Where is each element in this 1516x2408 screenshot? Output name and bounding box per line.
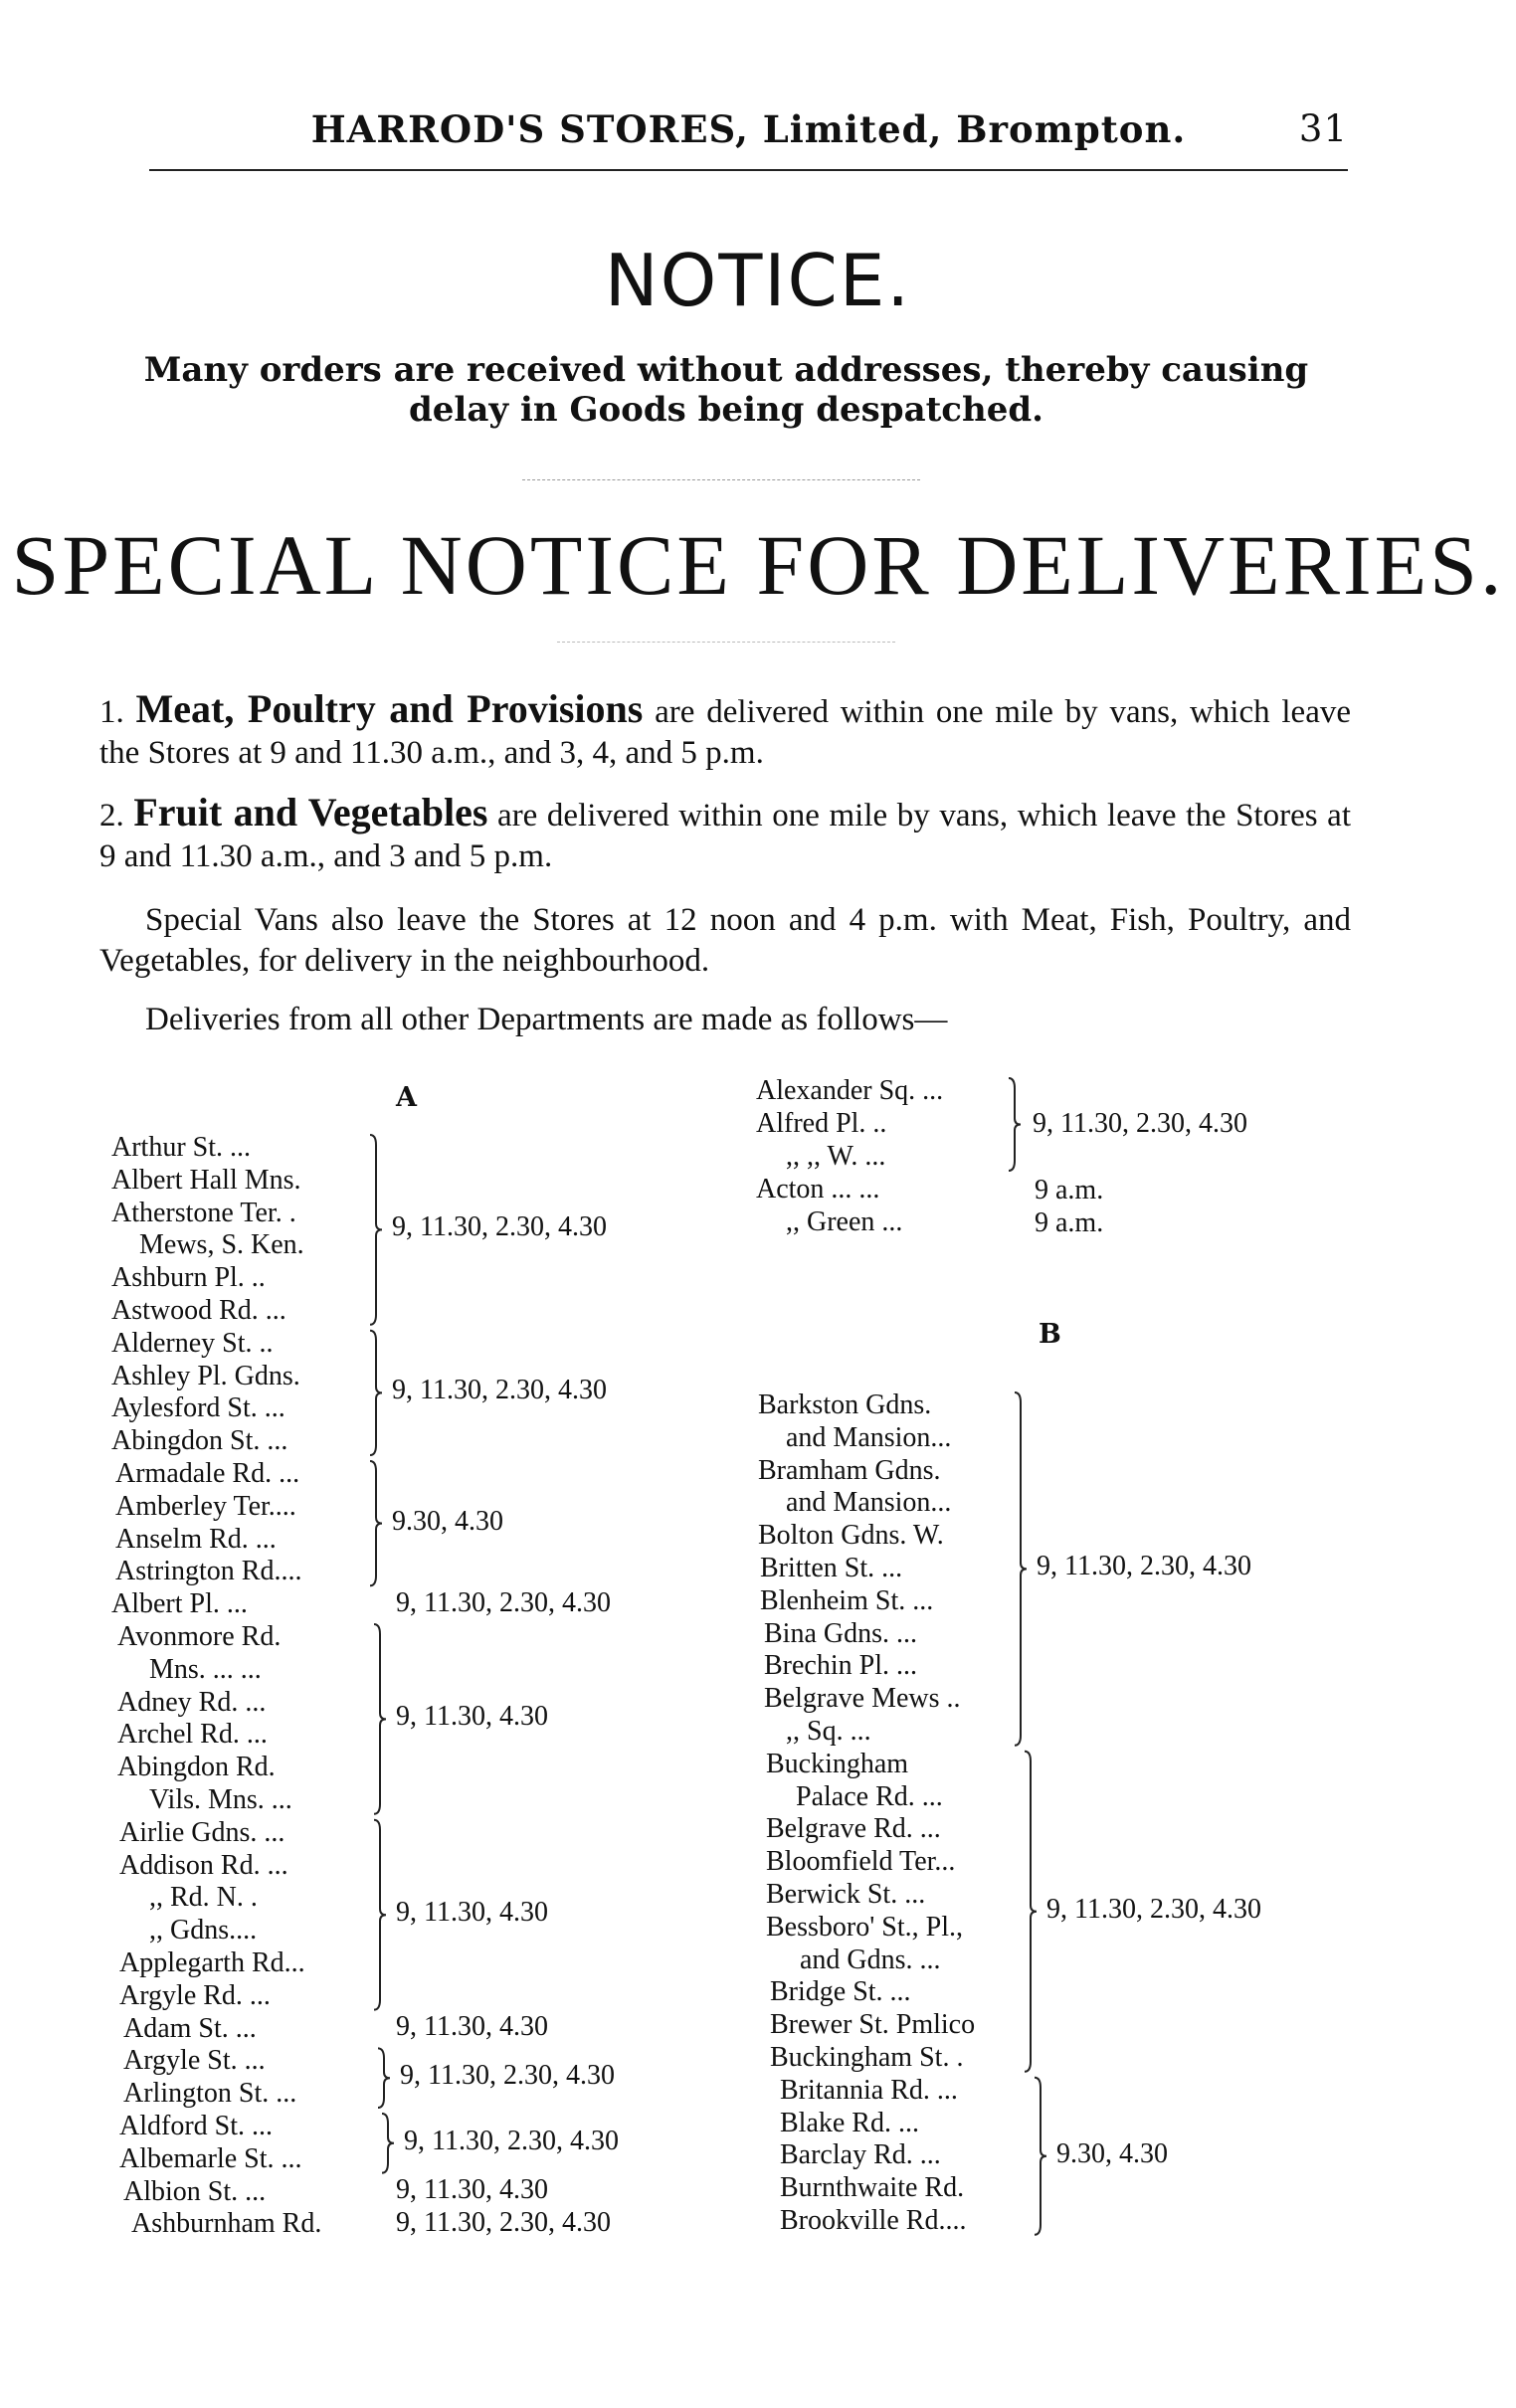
street-entry: Blenheim St. ... xyxy=(760,1584,934,1616)
street-entry: Aldford St. ... xyxy=(119,2111,273,2141)
street-entry: Argyle Rd. ... xyxy=(119,1979,271,2011)
group-brace xyxy=(382,2114,394,2173)
street-entry: Vils. Mns. ... xyxy=(149,1784,292,1815)
delivery-times: 9, 11.30, 2.30, 4.30 xyxy=(392,1211,607,1243)
item-number: 2. xyxy=(99,798,124,834)
group-brace xyxy=(370,1461,382,1585)
separator-rule xyxy=(522,479,920,480)
street-entry: Arlington St. ... xyxy=(123,2078,297,2110)
street-entry: Mews, S. Ken. xyxy=(139,1229,304,1261)
street-entry: Bolton Gdns. W. xyxy=(758,1520,944,1552)
street-entry: Acton ... ... xyxy=(756,1174,880,1204)
street-entry: ,, ,, W. ... xyxy=(786,1141,886,1172)
group-brace xyxy=(374,1820,386,2010)
delivery-times: 9, 11.30, 2.30, 4.30 xyxy=(396,2206,611,2238)
section-b-heading: B xyxy=(1039,1319,1061,1350)
delivery-times: 9.30, 4.30 xyxy=(1056,2137,1168,2169)
street-entry: Bridge St. ... xyxy=(770,1976,911,2008)
street-entry: Brechin Pl. ... xyxy=(764,1650,917,1682)
street-entry: Buckingham St. . xyxy=(770,2042,964,2073)
delivery-times: 9, 11.30, 2.30, 4.30 xyxy=(1046,1893,1261,1925)
street-entry: Alexander Sq. ... xyxy=(756,1075,944,1106)
street-entry: Albert Pl. ... xyxy=(111,1588,248,1620)
street-entry: Alfred Pl. .. xyxy=(756,1108,887,1139)
street-entry: Abingdon Rd. xyxy=(117,1752,276,1783)
street-entry: ,, Rd. N. . xyxy=(149,1882,258,1914)
street-entry: Brookville Rd.... xyxy=(780,2205,967,2236)
item-text: are delivered within one mile by vans, which leave the Stores at 9 and 11.30 a.m., and 3 and 5 p.m. xyxy=(99,798,1352,874)
street-entry: ,, Sq. ... xyxy=(786,1716,871,1747)
street-entry: Bessboro' St., Pl., xyxy=(766,1911,963,1943)
street-entry: Adney Rd. ... xyxy=(117,1686,267,1718)
item-number: 1. xyxy=(99,694,124,730)
street-entry: and Mansion... xyxy=(786,1487,952,1519)
street-entry: Argyle St. ... xyxy=(123,2045,266,2077)
street-entry: Addison Rd. ... xyxy=(119,1849,288,1881)
street-entry: Barkston Gdns. xyxy=(758,1389,932,1420)
separator-rule-2 xyxy=(557,642,895,643)
group-brace xyxy=(370,1331,382,1455)
street-entry: Avonmore Rd. xyxy=(117,1621,282,1652)
running-head xyxy=(149,107,1348,151)
header-rule xyxy=(149,169,1348,171)
item-meat-poultry xyxy=(99,688,1351,774)
item-fruit-vegetables xyxy=(99,792,1351,877)
street-entry: Abingdon St. ... xyxy=(111,1425,288,1457)
group-brace xyxy=(1035,2078,1046,2235)
notice-line-1: Many orders are received without addresses, thereby causing xyxy=(143,350,1309,390)
street-entry: Belgrave Mews .. xyxy=(764,1683,961,1715)
street-entry: Blake Rd. ... xyxy=(780,2107,919,2138)
delivery-times: 9, 11.30, 4.30 xyxy=(396,2174,548,2205)
street-entry: Anselm Rd. ... xyxy=(115,1523,277,1555)
notice-title: NOTICE. xyxy=(604,239,912,322)
delivery-times: 9.30, 4.30 xyxy=(392,1505,503,1537)
item-heading: Meat, Poultry and Provisions xyxy=(135,686,644,731)
street-entry: Airlie Gdns. ... xyxy=(119,1816,285,1848)
street-entry: and Gdns. ... xyxy=(800,1944,941,1975)
delivery-times: 9, 11.30, 2.30, 4.30 xyxy=(396,1586,611,1618)
street-entry: Britannia Rd. ... xyxy=(780,2074,958,2106)
street-entry: Astrington Rd.... xyxy=(115,1556,302,1587)
delivery-times: 9, 11.30, 4.30 xyxy=(396,1897,548,1929)
street-entry: Palace Rd. ... xyxy=(796,1780,943,1812)
group-brace xyxy=(1015,1392,1027,1746)
street-entry: Adam St. ... xyxy=(123,2012,257,2044)
item-text: are delivered within one mile by vans, which leave the Stores at 9 and 11.30 a.m., and 3, 4, and 5 p.m. xyxy=(99,694,1351,771)
group-brace xyxy=(378,2048,390,2108)
street-entry: Ashburn Pl. .. xyxy=(111,1262,266,1294)
street-entry: Albemarle St. ... xyxy=(119,2142,302,2174)
notice-body xyxy=(99,350,1353,430)
street-entry: ,, Gdns.... xyxy=(149,1915,258,1946)
deliveries-intro: Deliveries from all other Departments are made as follows— xyxy=(145,1002,948,1037)
street-entry: Aylesford St. ... xyxy=(111,1392,285,1424)
delivery-times: 9, 11.30, 2.30, 4.30 xyxy=(392,1375,607,1406)
street-entry: Archel Rd. ... xyxy=(117,1719,268,1751)
delivery-times: 9, 11.30, 2.30, 4.30 xyxy=(1033,1107,1247,1139)
street-entry: Amberley Ter.... xyxy=(115,1490,296,1522)
street-entry: Mns. ... ... xyxy=(149,1653,262,1685)
street-entry: Bina Gdns. ... xyxy=(764,1617,917,1649)
special-notice-title: SPECIAL NOTICE FOR DELIVERIES. xyxy=(11,517,1505,613)
street-entry: Barclay Rd. ... xyxy=(780,2139,941,2171)
delivery-times: 9 a.m. xyxy=(1035,1175,1104,1205)
street-entry: Bloomfield Ter... xyxy=(766,1846,956,1878)
page-number: 31 xyxy=(1298,107,1348,150)
street-entry: Buckingham xyxy=(766,1748,909,1779)
delivery-times: 9 a.m. xyxy=(1035,1207,1104,1238)
street-entry: Ashburnham Rd. xyxy=(131,2208,322,2240)
street-entry: Britten St. ... xyxy=(760,1553,903,1583)
street-entry: Belgrave Rd. ... xyxy=(766,1813,941,1845)
street-entry: Armadale Rd. ... xyxy=(115,1458,300,1489)
street-entry: Bramham Gdns. xyxy=(758,1454,941,1486)
group-brace xyxy=(370,1135,382,1325)
street-entry: Alderney St. .. xyxy=(111,1327,274,1359)
group-brace xyxy=(374,1624,386,1814)
delivery-times: 9, 11.30, 2.30, 4.30 xyxy=(404,2125,619,2156)
street-entry: and Mansion... xyxy=(786,1421,952,1453)
street-entry: Albion St. ... xyxy=(123,2175,267,2207)
group-brace xyxy=(1009,1078,1021,1171)
street-entry: Astwood Rd. ... xyxy=(111,1295,286,1326)
street-entry: Albert Hall Mns. xyxy=(111,1164,301,1196)
street-entry: ,, Green ... xyxy=(786,1206,903,1237)
street-entry: Brewer St. Pmlico xyxy=(770,2009,976,2041)
delivery-times: 9, 11.30, 2.30, 4.30 xyxy=(400,2060,615,2092)
delivery-times: 9, 11.30, 4.30 xyxy=(396,2011,548,2042)
street-entry: Applegarth Rd... xyxy=(119,1947,305,1978)
street-entry: Berwick St. ... xyxy=(766,1879,926,1910)
notice-line-2: delay in Goods being despatched. xyxy=(409,390,1043,430)
section-a-heading: A xyxy=(396,1082,417,1113)
delivery-times: 9, 11.30, 2.30, 4.30 xyxy=(1037,1551,1251,1582)
street-entry: Atherstone Ter. . xyxy=(111,1197,296,1228)
delivery-times: 9, 11.30, 4.30 xyxy=(396,1701,548,1733)
special-vans-paragraph: Special Vans also leave the Stores at 12 noon and 4 p.m. with Meat, Fish, Poultry, and Vegetables, for delivery in the neighbourhood. xyxy=(99,902,1351,979)
street-entry: Ashley Pl. Gdns. xyxy=(111,1360,300,1391)
street-entry: Arthur St. ... xyxy=(111,1132,251,1163)
item-heading: Fruit and Vegetables xyxy=(133,790,488,834)
street-entry: Burnthwaite Rd. xyxy=(780,2172,965,2204)
group-brace xyxy=(1025,1752,1037,2072)
running-head-title: HARROD'S STORES, Limited, Brompton. xyxy=(310,107,1187,151)
